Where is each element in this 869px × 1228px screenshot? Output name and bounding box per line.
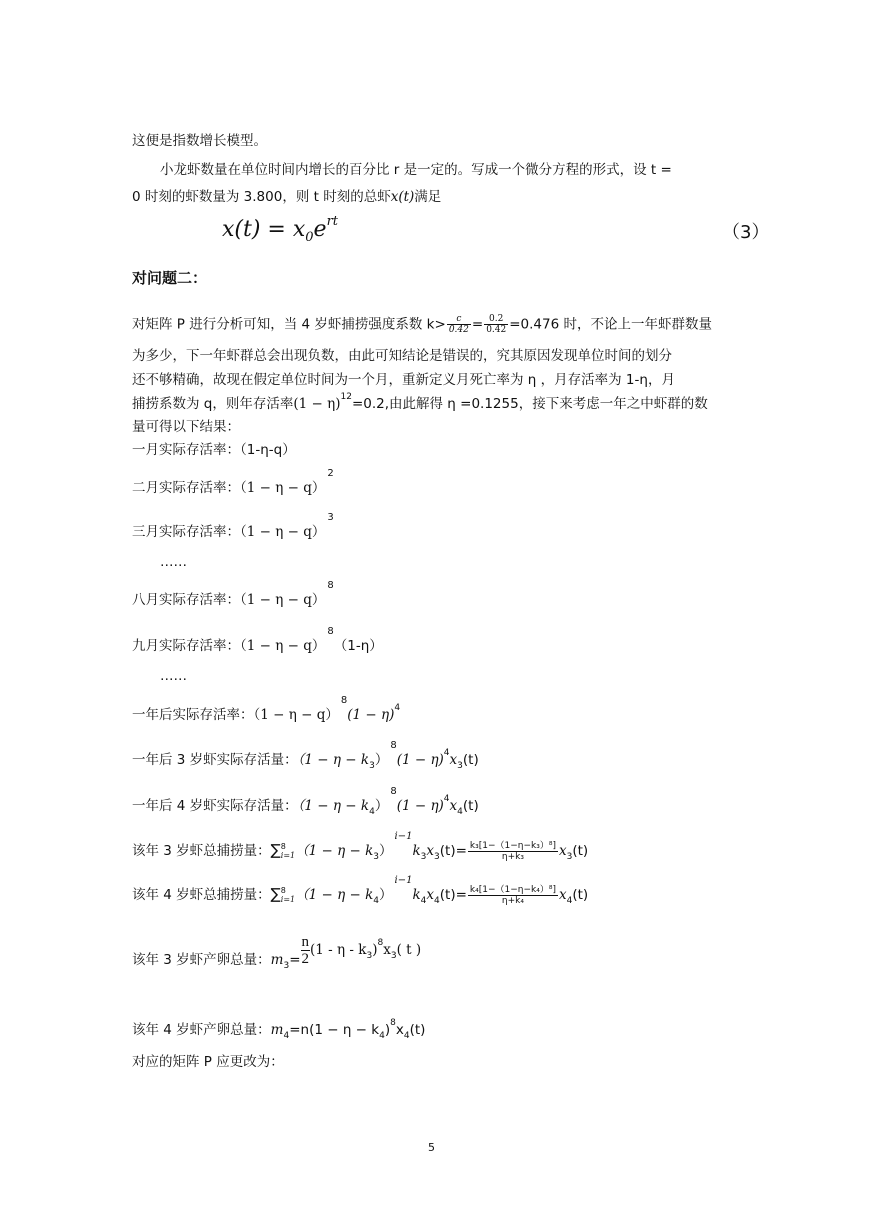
paragraph-text: 对应的矩阵 P 应更改为： [132, 1054, 284, 1070]
exponent: 3 [327, 512, 334, 523]
row-formula: x [383, 942, 391, 958]
subscript: 3 [369, 761, 375, 771]
exponent: 8 [327, 580, 334, 591]
row-formula: (1 − η) [396, 798, 444, 814]
exponent: 4 [394, 703, 401, 713]
result-line [132, 580, 334, 612]
paragraph-text: 满足 [414, 189, 442, 205]
row-label: 三月实际存活率： [132, 524, 240, 540]
fraction [301, 934, 311, 967]
subscript: 3 [366, 951, 373, 961]
exponent: 8 [390, 786, 397, 797]
row-formula: ） [379, 887, 393, 903]
row-label: 该年 4 岁虾产卵总量： [132, 1022, 271, 1038]
row-formula: k [412, 843, 421, 859]
row-formula: （1 − η − q） [240, 638, 326, 654]
egg-line-3 [132, 933, 422, 980]
paragraph-text: 对矩阵 P 进行分析可知，当 4 岁虾捕捞强度系数 k> [132, 316, 446, 333]
row-formula: (t) [572, 843, 589, 859]
exponent: 12 [340, 392, 352, 402]
row-formula: (1 - η - k [310, 942, 367, 958]
row-formula: (1 − η) [347, 707, 395, 723]
row-formula: x [449, 752, 458, 768]
numerator: k₃[1−（1−η−k₃）⁸] [469, 840, 556, 851]
sum-lower: i=1 [280, 895, 296, 904]
inline-formula: (1 − η) [293, 396, 341, 412]
text-line [132, 131, 267, 151]
paragraph-text: 这便是指数增长模型。 [132, 133, 267, 149]
paragraph-text: 为多少，下一年虾群总会出现负数，由此可知结论是错误的，究其原因发现单位时间的划分 [132, 348, 672, 364]
equation-exponent: rt [326, 214, 339, 229]
paragraph-text: =0.476 时，不论上一年虾群数量 [509, 316, 712, 333]
equation-3 [222, 214, 339, 245]
text-line [132, 394, 708, 416]
sum-upper: 8 [280, 886, 286, 895]
result-line [132, 786, 479, 818]
subscript: 3 [373, 852, 380, 862]
paragraph-text: 还不够精确，故现在假定单位时间为一个月，重新定义月死亡率为 η ，月存活率为 1-η，月 [132, 372, 675, 388]
section-heading: 对问题二： [132, 269, 208, 287]
subscript: 4 [420, 896, 427, 906]
exponent: 8 [377, 938, 384, 948]
row-formula: （1 − η − q） [240, 480, 326, 496]
exponent: i−1 [394, 875, 413, 886]
exponent: 8 [340, 695, 348, 706]
subscript: 3 [566, 852, 573, 862]
row-formula: = [289, 952, 301, 968]
exponent: 4 [443, 794, 450, 804]
row-formula: ) [372, 942, 378, 958]
denominator: η+k₃ [501, 851, 524, 862]
text-line [132, 187, 441, 207]
row-label: 该年 3 岁虾总捕捞量： [132, 843, 271, 859]
paragraph-text: 量可得以下结果： [132, 419, 240, 435]
numerator: c [447, 314, 471, 325]
denominator: 0.42 [448, 325, 469, 335]
row-label: 该年 3 岁虾产卵总量： [132, 952, 271, 968]
text-line [132, 370, 675, 390]
result-line [132, 512, 334, 544]
equation-text: x(t) = x [222, 217, 306, 242]
text-line [132, 346, 672, 366]
row-formula: （1-η-q） [240, 442, 296, 458]
text-line [132, 1052, 284, 1072]
exponent: 8 [327, 626, 334, 637]
page-number: 5 [428, 1141, 435, 1154]
paragraph-text: 捕捞系数为 q，则年存活率 [132, 396, 294, 412]
paragraph-text: 0 时刻的虾数量为 3.800，则 t 时刻的总虾 [132, 189, 391, 205]
row-formula: (t)= [439, 887, 467, 903]
row-label: 一年后实际存活率： [132, 707, 254, 723]
row-formula: x [395, 1022, 404, 1038]
row-formula: (t) [462, 752, 479, 768]
equation-text: e [313, 217, 327, 242]
row-formula: （1 − η − k [295, 887, 374, 903]
row-formula: （1 − η − q） [240, 524, 326, 540]
subscript: 4 [434, 896, 440, 906]
row-formula: (t) [572, 887, 589, 903]
subscript: 4 [283, 1031, 290, 1041]
text-line [132, 417, 240, 437]
row-formula: m [270, 952, 284, 968]
result-line [132, 740, 479, 772]
paragraph-text: =0.2,由此解得 η =0.1255，接下来考虑一年之中虾群的数 [351, 396, 708, 412]
row-formula: （1 − η − k [295, 843, 374, 859]
fraction [484, 314, 508, 335]
formula-group [310, 938, 422, 961]
row-formula: ( t ) [396, 942, 422, 958]
subscript: 3 [390, 951, 397, 961]
catch-line [132, 831, 589, 863]
row-label: 一年后 4 岁虾实际存活量： [132, 798, 298, 814]
text-line [132, 314, 712, 335]
sum-lower: i=1 [280, 851, 296, 860]
fraction [468, 885, 558, 906]
subscript: 3 [457, 761, 463, 771]
ellipsis: …… [160, 668, 187, 684]
row-formula: (t) [409, 1022, 426, 1038]
row-formula: x [426, 843, 435, 859]
row-label: 八月实际存活率： [132, 592, 240, 608]
exponent: i−1 [394, 831, 413, 842]
row-formula: =n(1 − η − k [289, 1022, 380, 1038]
exponent: 8 [390, 1018, 396, 1028]
text-line [160, 160, 672, 180]
row-formula: （1 − η − k [297, 752, 370, 768]
numerator: 0.2 [484, 314, 508, 325]
row-formula: ） [374, 752, 389, 768]
egg-line-4 [132, 1020, 425, 1042]
numerator: k₄[1−（1−η−k₄）⁸] [469, 884, 556, 895]
row-formula: x [558, 887, 567, 903]
row-formula: （1 − η − q） [253, 707, 339, 723]
row-formula: (1 − η) [396, 752, 444, 768]
result-line [132, 695, 401, 727]
catch-line [132, 875, 589, 907]
row-formula: （1 − η − k [297, 798, 370, 814]
sum-symbol: ∑ [270, 885, 281, 903]
sum-symbol: ∑ [270, 841, 281, 859]
row-formula: ） [374, 798, 389, 814]
denominator: 0.42 [486, 325, 507, 335]
row-formula: （1 − η − q） [240, 592, 326, 608]
result-line [132, 440, 296, 460]
row-formula: x [426, 887, 435, 903]
subscript: 4 [566, 896, 573, 906]
subscript: 4 [379, 1031, 385, 1041]
subscript: 4 [457, 807, 463, 817]
row-formula: ） [379, 843, 393, 859]
paragraph-text: 小龙虾数量在单位时间内增长的百分比 r 是一定的。写成一个微分方程的形式，设 t = [160, 162, 672, 178]
row-formula: x [449, 798, 458, 814]
sum-limits [281, 842, 295, 860]
row-formula: （1-η） [333, 638, 383, 654]
subscript: 4 [403, 1031, 410, 1041]
row-formula: k [412, 887, 421, 903]
result-line [132, 626, 383, 658]
subscript: 3 [283, 961, 290, 971]
row-formula: (t) [462, 798, 479, 814]
row-label: 二月实际存活率： [132, 480, 240, 496]
numerator: n [301, 933, 310, 950]
row-label: 该年 4 岁虾总捕捞量： [132, 887, 271, 903]
row-formula: x [558, 843, 567, 859]
row-label: 一年后 3 岁虾实际存活量： [132, 752, 298, 768]
fraction [468, 841, 558, 862]
subscript: 4 [369, 807, 375, 817]
equation-subscript: 0 [305, 230, 314, 245]
result-line [132, 468, 334, 500]
exponent: 4 [443, 748, 450, 758]
exponent: 8 [390, 740, 397, 751]
subscript: 3 [420, 852, 427, 862]
equation-number: （3） [722, 222, 770, 243]
subscript: 3 [434, 852, 440, 862]
row-label: 一月实际存活率： [132, 442, 240, 458]
fraction [447, 314, 471, 335]
paragraph-text: = [471, 316, 484, 333]
sum-upper: 8 [280, 842, 286, 851]
row-label: 九月实际存活率： [132, 638, 240, 654]
denominator: 2 [301, 950, 310, 967]
row-formula: m [270, 1022, 284, 1038]
subscript: 4 [373, 896, 380, 906]
denominator: η+k₄ [501, 895, 524, 906]
ellipsis: …… [160, 554, 187, 570]
row-formula: (t)= [439, 843, 467, 859]
row-formula: ) [384, 1022, 391, 1038]
inline-formula: x(t) [390, 189, 415, 205]
exponent: 2 [327, 468, 334, 479]
sum-limits [281, 886, 295, 904]
